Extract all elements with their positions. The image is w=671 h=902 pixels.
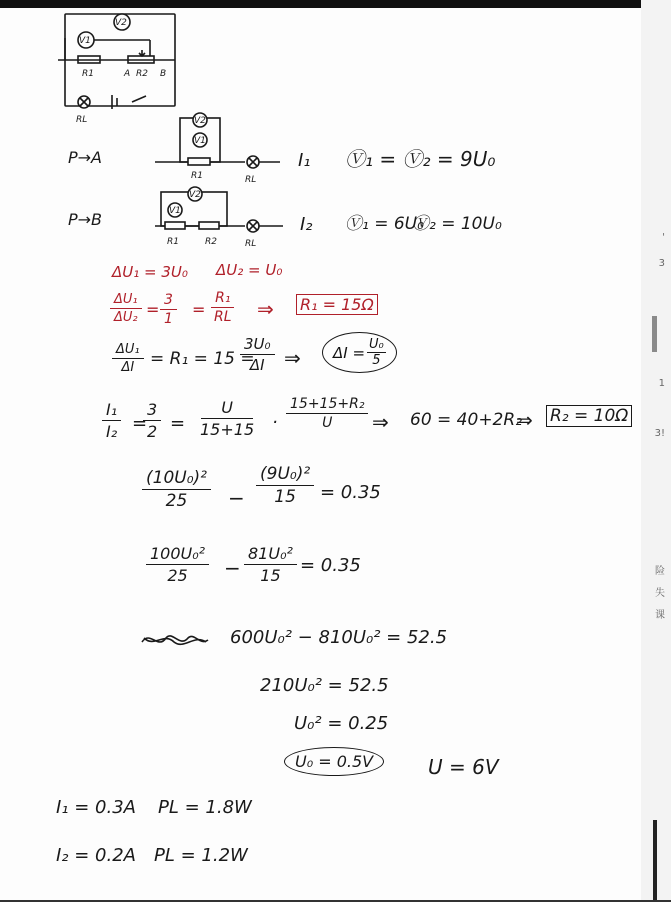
u0-result-circle: U₀ = 0.5V xyxy=(284,747,384,776)
pa-lamp-label: RL xyxy=(245,175,257,185)
di-frac1 xyxy=(112,342,144,375)
pow2-frac2 xyxy=(244,544,297,585)
ratio-dot: · xyxy=(272,412,278,433)
di-den1: ΔI xyxy=(121,360,135,375)
margin-mark-4: 3! xyxy=(654,428,665,439)
scribbled-out-mark xyxy=(140,628,210,652)
scan-right-mark xyxy=(652,316,657,352)
pow1-den1: 25 xyxy=(165,491,188,511)
pa-v2-label: V2 xyxy=(194,116,206,126)
condition-p-to-b: P→B xyxy=(68,210,103,229)
delta-i-result-circle xyxy=(322,332,397,373)
red-ratio-arrow: ⇒ xyxy=(257,297,274,321)
pow1-rhs: = 0.35 xyxy=(320,482,381,503)
ratio-arrow2: ⇒ xyxy=(516,408,533,432)
red-ratio-eq1: = xyxy=(146,300,160,319)
red-ratio-den1: ΔU₂ xyxy=(114,310,138,325)
main-b-label: B xyxy=(160,69,167,79)
red-ratio-den2: 1 xyxy=(164,311,173,327)
scan-right-strip xyxy=(641,0,671,902)
main-r1-label: R1 xyxy=(82,69,94,79)
di-frac2 xyxy=(240,335,275,374)
ratio-den2: 2 xyxy=(147,422,158,441)
di-result-lhs: ΔI = xyxy=(333,343,366,362)
result-i2: I₂ = 0.2A xyxy=(56,845,136,866)
di-den2: ΔI xyxy=(249,356,265,374)
pow1-frac1 xyxy=(142,468,211,511)
red-ratio-frac1 xyxy=(110,292,142,325)
ratio-num2: 3 xyxy=(143,400,161,421)
pb-v1-label: V1 xyxy=(169,206,181,216)
pa-voltage-equation: Ⓥ₁ = Ⓥ₂ = 9U₀ xyxy=(345,147,496,171)
pow1-num2: (9U₀)² xyxy=(256,464,314,486)
scan-top-border xyxy=(0,0,671,8)
pow1-den2: 15 xyxy=(274,487,296,507)
red-ratio-num1: ΔU₁ xyxy=(110,292,142,309)
main-r2-label: R2 xyxy=(136,69,148,79)
ratio-eq1: = xyxy=(132,413,148,434)
pb-v2-label: V2 xyxy=(189,190,201,200)
main-a-label: A xyxy=(124,69,131,79)
pb-r2-label: R2 xyxy=(205,237,217,247)
scan-right-edge xyxy=(653,820,657,902)
ratio-den1: I₂ xyxy=(106,422,118,441)
pa-r1-label: R1 xyxy=(191,171,203,181)
pb-r1-label: R1 xyxy=(167,237,179,247)
red-ratio-frac2 xyxy=(160,292,177,327)
di-result-frac xyxy=(367,337,386,368)
pow1-frac2 xyxy=(256,464,314,507)
main-v1-label: V1 xyxy=(79,36,91,46)
red-ratio-num3: R₁ xyxy=(211,290,234,308)
delta-u2-red: ΔU₂ = U₀ xyxy=(216,261,283,279)
ratio-mid: 60 = 40+2R₂ xyxy=(410,410,523,430)
ratio-num4: 15+15+R₂ xyxy=(286,396,368,414)
red-ratio-den3: RL xyxy=(214,309,232,325)
condition-p-to-a: P→A xyxy=(68,148,102,167)
main-lamp-label: RL xyxy=(76,115,88,125)
result-i1: I₁ = 0.3A xyxy=(56,797,136,818)
result-p2: PL = 1.2W xyxy=(154,845,248,866)
pow2-rhs: = 0.35 xyxy=(300,555,361,576)
simplify-line-2: 210U₀² = 52.5 xyxy=(260,675,389,696)
pb-v2-equation: Ⓥ₂ = 10U₀ xyxy=(412,214,502,234)
margin-mark-5: 险 xyxy=(655,566,665,577)
simplify-line-1: 600U₀² − 810U₀² = 52.5 xyxy=(230,627,448,648)
result-p1: PL = 1.8W xyxy=(158,797,252,818)
red-ratio-eq2: = xyxy=(192,300,206,319)
simplify-line-3: U₀² = 0.25 xyxy=(294,713,389,734)
ratio-num3: U xyxy=(201,398,253,419)
ratio-frac2 xyxy=(143,400,161,441)
ratio-frac4 xyxy=(286,396,368,431)
margin-mark-1: ' xyxy=(662,232,665,243)
di-result-den: 5 xyxy=(372,353,381,368)
pb-v1-equation: Ⓥ₁ = 6U₀ xyxy=(345,214,424,234)
pow2-den1: 25 xyxy=(167,566,188,585)
di-num1: ΔU₁ xyxy=(112,342,144,359)
red-ratio-num2: 3 xyxy=(160,292,177,310)
di-mid: = R₁ = 15 = xyxy=(150,349,255,369)
p-to-a-circuit xyxy=(155,110,305,190)
margin-mark-7: 课 xyxy=(655,610,665,621)
di-result-num: U₀ xyxy=(369,337,384,352)
u-result: U = 6V xyxy=(428,755,499,779)
delta-u1-red: ΔU₁ = 3U₀ xyxy=(112,263,188,281)
margin-mark-3: 1 xyxy=(658,378,665,389)
ratio-eq2: = xyxy=(170,413,186,434)
ratio-frac3 xyxy=(196,398,258,439)
margin-mark-2: 3 xyxy=(658,258,665,269)
r1-result-box: R₁ = 15Ω xyxy=(296,294,378,315)
pow2-den2: 15 xyxy=(260,566,281,585)
di-num2: 3U₀ xyxy=(240,335,275,355)
pow1-minus: − xyxy=(228,486,245,510)
ratio-num1: I₁ xyxy=(102,400,121,421)
ratio-frac1 xyxy=(102,400,121,441)
pow2-frac1 xyxy=(146,544,209,585)
pb-current-label: I₂ xyxy=(300,214,313,235)
margin-mark-6: 失 xyxy=(655,588,665,599)
di-arrow: ⇒ xyxy=(284,346,301,370)
pow2-num1: 100U₀² xyxy=(146,544,209,565)
main-v2-label: V2 xyxy=(115,18,127,28)
pa-v1-label: V1 xyxy=(194,136,206,146)
p-to-b-circuit xyxy=(155,186,305,252)
pb-lamp-label: RL xyxy=(245,239,257,249)
ratio-den4: U xyxy=(322,415,333,431)
pow1-num1: (10U₀)² xyxy=(142,468,211,490)
pa-current-label: I₁ xyxy=(298,150,311,171)
ratio-den3: 15+15 xyxy=(200,420,255,439)
pow2-num2: 81U₀² xyxy=(244,544,297,565)
pow2-minus: − xyxy=(224,556,241,580)
ratio-arrow1: ⇒ xyxy=(372,410,389,434)
r2-result-box: R₂ = 10Ω xyxy=(546,405,632,427)
red-ratio-frac3 xyxy=(210,290,236,325)
